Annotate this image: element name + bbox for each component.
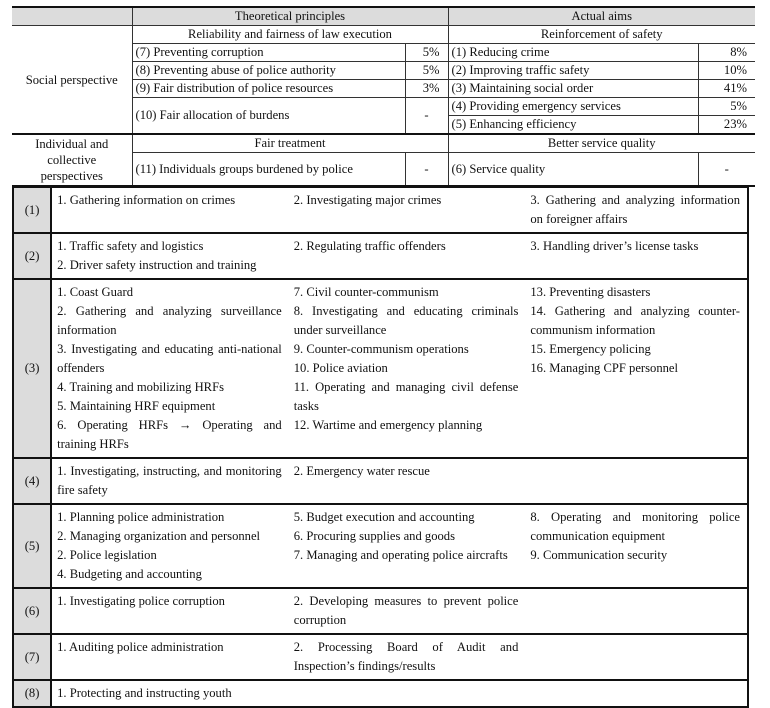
principle-value: - bbox=[405, 153, 448, 187]
task-item: 3. Handling driver’s license tasks bbox=[530, 239, 699, 253]
principle-text: (11) Individuals groups burdened by police bbox=[132, 153, 405, 187]
task-item: 8. Investigating and educating criminals under surveillance bbox=[293, 304, 519, 337]
task-item: 2. Developing measures to prevent police corruption bbox=[293, 594, 519, 627]
task-item: 2. Emergency water rescue bbox=[293, 464, 430, 478]
aim-text: (2) Improving traffic safety bbox=[448, 62, 698, 80]
task-item: 7. Managing and operating police aircrafts bbox=[293, 548, 508, 562]
task-item: 13. Preventing disasters bbox=[530, 285, 651, 299]
task-item: 1. Protecting and instructing youth bbox=[57, 686, 232, 700]
task-cell bbox=[51, 279, 289, 458]
actual-aims-header: Actual aims bbox=[448, 7, 755, 26]
task-cell bbox=[289, 187, 526, 233]
task-row bbox=[13, 634, 748, 680]
task-item: 10. Police aviation bbox=[293, 361, 388, 375]
principle-value: 5% bbox=[405, 44, 448, 62]
task-item: 4. Budgeting and accounting bbox=[57, 567, 202, 581]
individual-perspective-label: Individual and collective perspectives bbox=[12, 134, 132, 186]
task-cell bbox=[289, 504, 526, 588]
principle-text: (8) Preventing abuse of police authority bbox=[132, 62, 405, 80]
task-item: 7. Civil counter-communism bbox=[293, 285, 439, 299]
aim-text: (3) Maintaining social order bbox=[448, 80, 698, 98]
task-row-number: (6) bbox=[13, 588, 51, 634]
task-item: 2. Processing Board of Audit and Inspection’s findings/results bbox=[293, 640, 519, 673]
task-cell bbox=[525, 634, 748, 680]
task-item: 3. Investigating and educating anti-national offenders bbox=[57, 342, 282, 375]
aim-value: 5% bbox=[698, 98, 755, 116]
aim-value: 41% bbox=[698, 80, 755, 98]
reinforcement-safety-subheader: Reinforcement of safety bbox=[448, 26, 755, 44]
principle-text: (9) Fair distribution of police resources bbox=[132, 80, 405, 98]
task-cell bbox=[525, 588, 748, 634]
fair-treatment-subheader: Fair treatment bbox=[132, 134, 448, 153]
reliability-fairness-subheader: Reliability and fairness of law execution bbox=[132, 26, 448, 44]
task-cell bbox=[51, 504, 289, 588]
task-row bbox=[13, 588, 748, 634]
task-item: 11. Operating and managing civil defense tasks bbox=[293, 380, 519, 413]
task-cell bbox=[51, 458, 289, 504]
task-row-number: (8) bbox=[13, 680, 51, 707]
task-cell bbox=[51, 634, 289, 680]
task-item: 5. Maintaining HRF equipment bbox=[57, 399, 216, 413]
principle-value: 3% bbox=[405, 80, 448, 98]
task-row-number: (1) bbox=[13, 187, 51, 233]
aim-text: (1) Reducing crime bbox=[448, 44, 698, 62]
task-item: 2. Driver safety instruction and training bbox=[57, 258, 257, 272]
task-item: 1. Planning police administration bbox=[57, 510, 225, 524]
aim-value: - bbox=[698, 153, 755, 187]
task-item: 2. Managing organization and personnel bbox=[57, 529, 261, 543]
task-row bbox=[13, 279, 748, 458]
task-item: 3. Gathering and analyzing information on foreigner affairs bbox=[530, 193, 740, 226]
task-cell bbox=[525, 233, 748, 279]
task-item: 1. Investigating police corruption bbox=[57, 594, 225, 608]
principle-value: - bbox=[405, 98, 448, 135]
task-item: 9. Communication security bbox=[530, 548, 668, 562]
principle-text: (10) Fair allocation of burdens bbox=[132, 98, 405, 135]
task-cell bbox=[51, 187, 289, 233]
aim-value: 8% bbox=[698, 44, 755, 62]
task-item: 12. Wartime and emergency planning bbox=[293, 418, 483, 432]
task-cell bbox=[525, 504, 748, 588]
corner-cell bbox=[12, 7, 132, 26]
aims-header-row bbox=[12, 7, 755, 26]
task-item: 6. Procuring supplies and goods bbox=[293, 529, 455, 543]
aims-table bbox=[12, 6, 755, 187]
aim-text: (4) Providing emergency services bbox=[448, 98, 698, 116]
task-table bbox=[12, 186, 749, 708]
task-item: 4. Training and mobilizing HRFs bbox=[57, 380, 224, 394]
task-item: 1. Traffic safety and logistics bbox=[57, 239, 204, 253]
task-item: 1. Auditing police administration bbox=[57, 640, 224, 654]
task-item: 6. Operating HRFs → Operating and training HRFs bbox=[57, 418, 282, 451]
theoretical-principles-header: Theoretical principles bbox=[132, 7, 448, 26]
task-row bbox=[13, 233, 748, 279]
task-item: 2. Gathering and analyzing surveillance information bbox=[57, 304, 282, 337]
task-cell bbox=[289, 588, 526, 634]
task-row bbox=[13, 458, 748, 504]
task-cell bbox=[289, 634, 526, 680]
task-item: 8. Operating and monitoring police communication equipment bbox=[530, 510, 740, 543]
principle-text: (7) Preventing corruption bbox=[132, 44, 405, 62]
task-row-number: (7) bbox=[13, 634, 51, 680]
task-cell bbox=[525, 458, 748, 504]
task-item: 15. Emergency policing bbox=[530, 342, 651, 356]
task-table-body bbox=[13, 187, 748, 707]
task-cell bbox=[51, 233, 289, 279]
task-row-number: (4) bbox=[13, 458, 51, 504]
social-subheader-row bbox=[12, 26, 755, 44]
task-item: 5. Budget execution and accounting bbox=[293, 510, 475, 524]
task-item: 16. Managing CPF personnel bbox=[530, 361, 678, 375]
task-row-number: (3) bbox=[13, 279, 51, 458]
better-service-subheader: Better service quality bbox=[448, 134, 755, 153]
task-item: 2. Regulating traffic offenders bbox=[293, 239, 446, 253]
task-item: 1. Gathering information on crimes bbox=[57, 193, 236, 207]
aim-text: (5) Enhancing efficiency bbox=[448, 116, 698, 135]
task-row bbox=[13, 187, 748, 233]
principle-value: 5% bbox=[405, 62, 448, 80]
task-item: 1. Coast Guard bbox=[57, 285, 133, 299]
aim-text: (6) Service quality bbox=[448, 153, 698, 187]
task-cell bbox=[289, 458, 526, 504]
task-cell bbox=[51, 588, 289, 634]
individual-subheader-row bbox=[12, 134, 755, 153]
task-item: 1. Investigating, instructing, and monitoring fire safety bbox=[57, 464, 282, 497]
task-cell bbox=[289, 233, 526, 279]
aim-value: 10% bbox=[698, 62, 755, 80]
task-item: 9. Counter-communism operations bbox=[293, 342, 469, 356]
task-cell bbox=[525, 187, 748, 233]
task-row-number: (2) bbox=[13, 233, 51, 279]
task-row bbox=[13, 504, 748, 588]
task-row-number: (5) bbox=[13, 504, 51, 588]
task-item: 2. Investigating major crimes bbox=[293, 193, 442, 207]
task-item: 2. Police legislation bbox=[57, 548, 157, 562]
task-cell bbox=[289, 279, 526, 458]
aim-value: 23% bbox=[698, 116, 755, 135]
task-item: 14. Gathering and analyzing counter-communism information bbox=[530, 304, 740, 337]
social-perspective-label: Social perspective bbox=[12, 26, 132, 135]
task-cell bbox=[525, 279, 748, 458]
